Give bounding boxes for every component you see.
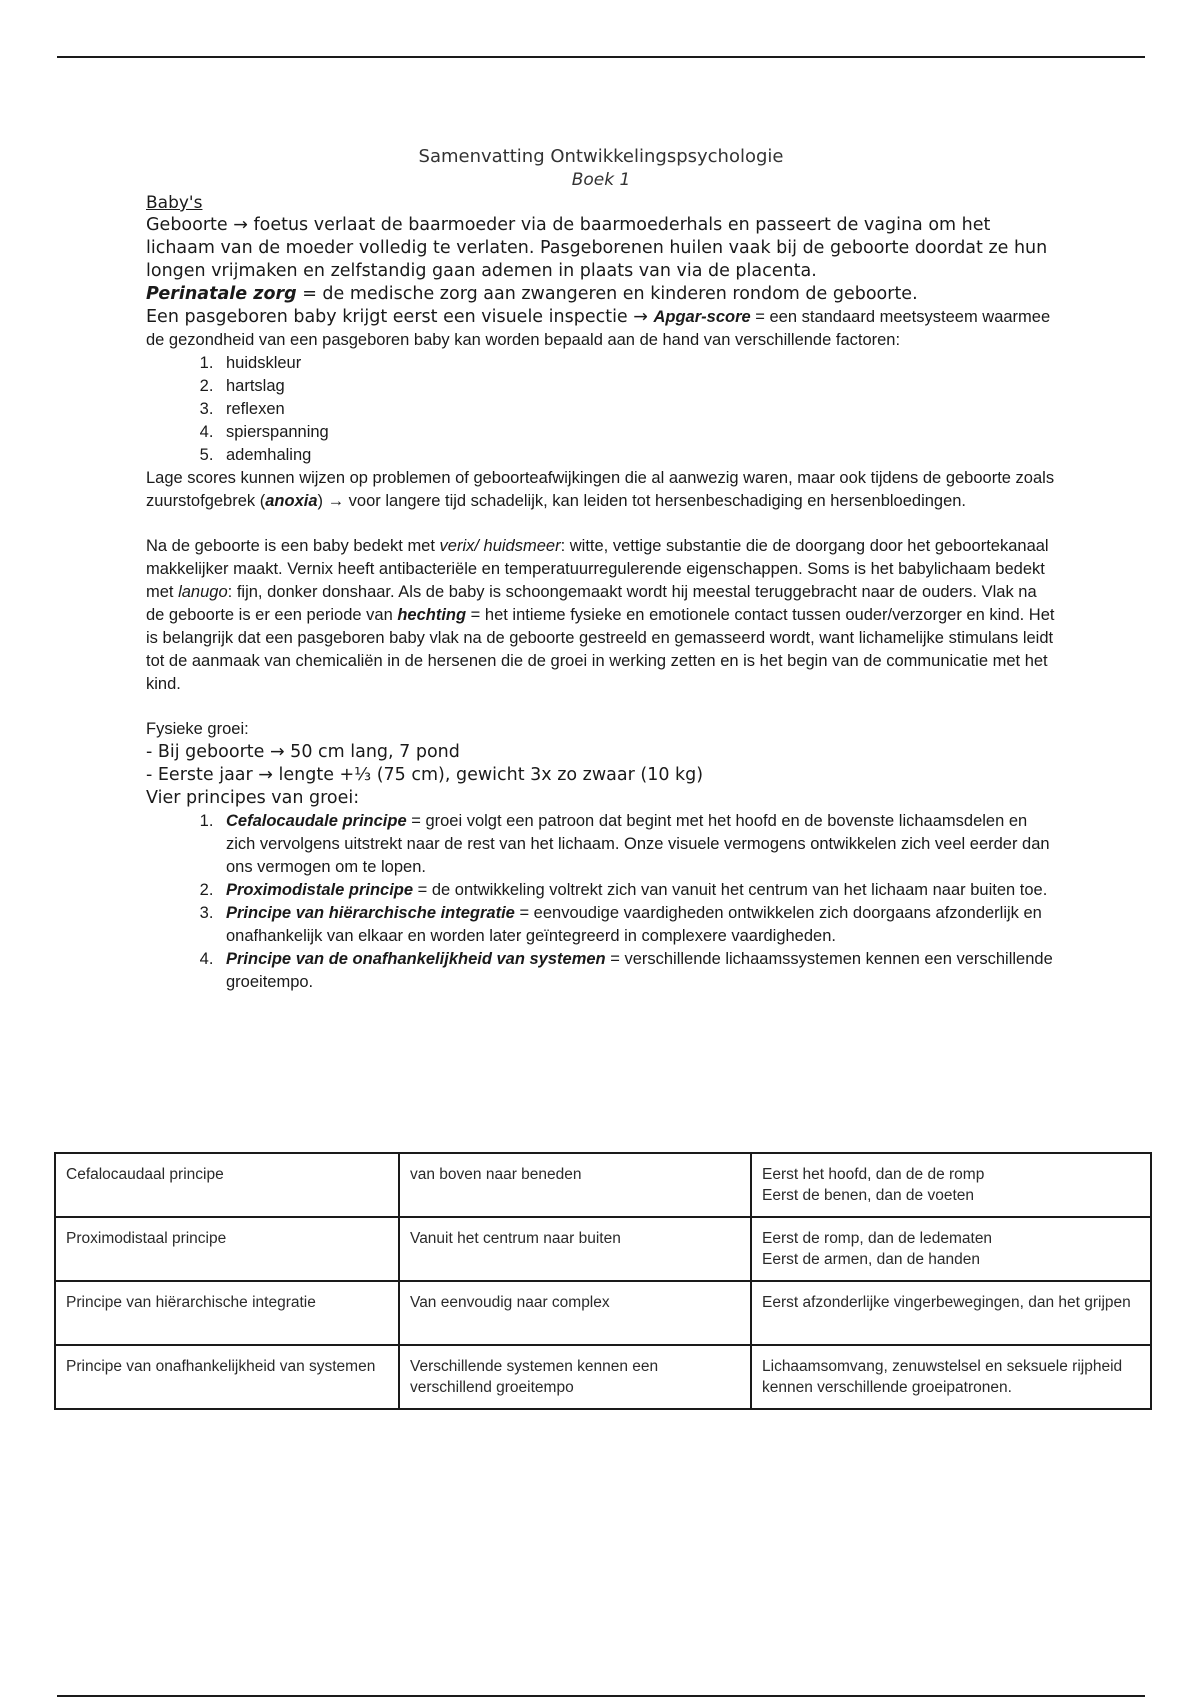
top-rule: [57, 56, 1145, 58]
list-item: 4. spierspanning: [218, 421, 1056, 444]
apgar-factor-list: [146, 352, 1056, 467]
apgar-term: Apgar-score: [653, 308, 751, 326]
list-item: [218, 948, 1056, 994]
principles-table: [54, 1152, 1152, 1410]
table-cell: Principe van hiërarchische integratie: [55, 1281, 399, 1345]
document-body: [146, 145, 1056, 994]
table-cell: [751, 1153, 1151, 1217]
table-cell: Verschillende systemen kennen een verschillend groeitempo: [399, 1345, 751, 1409]
table-cell: Vanuit het centrum naar buiten: [399, 1217, 751, 1281]
apgar-lead: Een pasgeboren baby krijgt eerst een visuele inspectie →: [146, 307, 654, 327]
section-heading: Baby's: [146, 193, 203, 213]
growth-line-birth: - Bij geboorte → 50 cm lang, 7 pond: [146, 742, 460, 762]
after-birth-paragraph: [146, 535, 1056, 696]
principle-term: Cefalocaudale principe: [226, 812, 407, 830]
table-row: [55, 1153, 1151, 1217]
table-cell: Cefalocaudaal principe: [55, 1153, 399, 1217]
hechting-term: hechting: [397, 606, 467, 624]
low-scores-text-2: ) → voor langere tijd schadelijk, kan leiden tot hersenbeschadiging en hersenbloedingen.: [317, 492, 967, 510]
table-row: [55, 1281, 1151, 1345]
table-cell: Proximodistaal principe: [55, 1217, 399, 1281]
cell-line: Lichaamsomvang, zenuwstelsel en seksuele rijpheid kennen verschillende groeipatronen.: [762, 1358, 1123, 1396]
list-item: 5. ademhaling: [218, 444, 1056, 467]
principles-list: [146, 810, 1056, 994]
principle-definition: = eenvoudige vaardigheden ontwikkelen zich doorgaans afzonderlijk en onafhankelijk van elkaar en worden later geïntegreerd in complexere vaardigheden.: [226, 904, 1042, 945]
list-item: 1. huidskleur: [218, 352, 1056, 375]
birth-paragraph: Geboorte → foetus verlaat de baarmoeder via de baarmoederhals en passeert de vagina om het lichaam van de moeder volledig te verlaten. Pasgeborenen huilen vaak bij de geboorte doordat ze hun longen vrijmaken en zelfstandig gaan ademen in plaats van via de placenta.: [146, 215, 1048, 281]
perinatal-definition: = de medische zorg aan zwangeren en kinderen rondom de geboorte.: [296, 284, 918, 304]
list-item: 3. reflexen: [218, 398, 1056, 421]
cell-line: Eerst afzonderlijke vingerbewegingen, dan het grijpen: [762, 1294, 1131, 1311]
table-cell: [751, 1345, 1151, 1409]
vernix-term: verix/ huidsmeer: [439, 537, 561, 555]
table-cell: Principe van onafhankelijkheid van systemen: [55, 1345, 399, 1409]
cell-line: Eerst het hoofd, dan de de romp: [762, 1166, 985, 1183]
low-scores-text-1: Lage scores kunnen wijzen op problemen of geboorteafwijkingen die al aanwezig waren, maar ook tijdens de geboorte zoals zuurstofgebrek (: [146, 469, 1055, 510]
principle-term: Proximodistale principe: [226, 881, 414, 899]
principle-term: Principe van de onafhankelijkheid van systemen: [226, 950, 606, 968]
bottom-rule: [57, 1695, 1145, 1697]
principles-label: Vier principes van groei:: [146, 788, 360, 808]
list-item: 2. hartslag: [218, 375, 1056, 398]
lanugo-term: lanugo: [178, 583, 228, 601]
cell-line: Eerst de armen, dan de handen: [762, 1251, 981, 1268]
after-birth-text-3: : fijn, donker donshaar. Als de baby is schoongemaakt wordt hij meestal teruggebracht naar de ouders. Vlak na de geboorte is er een periode van: [146, 583, 1037, 624]
principle-definition: = de ontwikkeling voltrekt zich van vanuit het centrum van het lichaam naar buiten toe.: [413, 881, 1048, 899]
principle-term: Principe van hiërarchische integratie: [226, 904, 515, 922]
after-birth-text-1: Na de geboorte is een baby bedekt met: [146, 537, 440, 555]
cell-line: Eerst de romp, dan de ledematen: [762, 1230, 993, 1247]
principle-definition: = verschillende lichaamssystemen kennen een verschillende groeitempo.: [226, 950, 1053, 991]
growth-line-first-year: - Eerste jaar → lengte +⅓ (75 cm), gewicht 3x zo zwaar (10 kg): [146, 765, 704, 785]
document-title: Samenvatting Ontwikkelingspsychologie: [418, 146, 784, 167]
cell-line: Eerst de benen, dan de voeten: [762, 1187, 974, 1204]
after-birth-text-2: : witte, vettige substantie die de doorgang door het geboortekanaal makkelijker maakt. Vernix heeft antibacteriële en temperatuurregulerende eigenschappen. Soms is het babylichaam bedekt met: [146, 537, 1049, 601]
table-cell: [751, 1281, 1151, 1345]
principle-definition: = groei volgt een patroon dat begint met het hoofd en de bovenste lichaamsdelen en zich vervolgens uitstrekt naar de rest van het lichaam. Onze visuele vermogens ontwikkelen zich veel eerder dan ons vermogen om te lopen.: [226, 812, 1050, 876]
table-cell: Van eenvoudig naar complex: [399, 1281, 751, 1345]
table-row: [55, 1345, 1151, 1409]
list-item: [218, 879, 1056, 902]
table-row: [55, 1217, 1151, 1281]
low-scores-paragraph: [146, 467, 1056, 513]
list-item: [218, 810, 1056, 879]
anoxia-term: anoxia: [265, 492, 318, 510]
apgar-definition: = een standaard meetsysteem waarmee de gezondheid van een pasgeboren baby kan worden bepaald aan de hand van verschillende factoren:: [146, 308, 1051, 349]
document-subtitle: Boek 1: [571, 170, 631, 190]
list-item: [218, 902, 1056, 948]
perinatal-paragraph: [146, 283, 1056, 306]
apgar-paragraph: [146, 306, 1056, 352]
perinatal-term: Perinatale zorg: [146, 284, 297, 304]
growth-label: Fysieke groei:: [146, 720, 249, 738]
after-birth-text-4: = het intieme fysieke en emotionele contact tussen ouder/verzorger en kind. Het is belangrijk dat een pasgeboren baby vlak na de geboorte gestreeld en gemasseerd wordt, want lichamelijke stimulans leidt tot de aanmaak van chemicaliën in de hersenen die de groei in werking zetten en is het begin van de communicatie met het kind.: [146, 606, 1055, 693]
table-cell: van boven naar beneden: [399, 1153, 751, 1217]
table-cell: [751, 1217, 1151, 1281]
